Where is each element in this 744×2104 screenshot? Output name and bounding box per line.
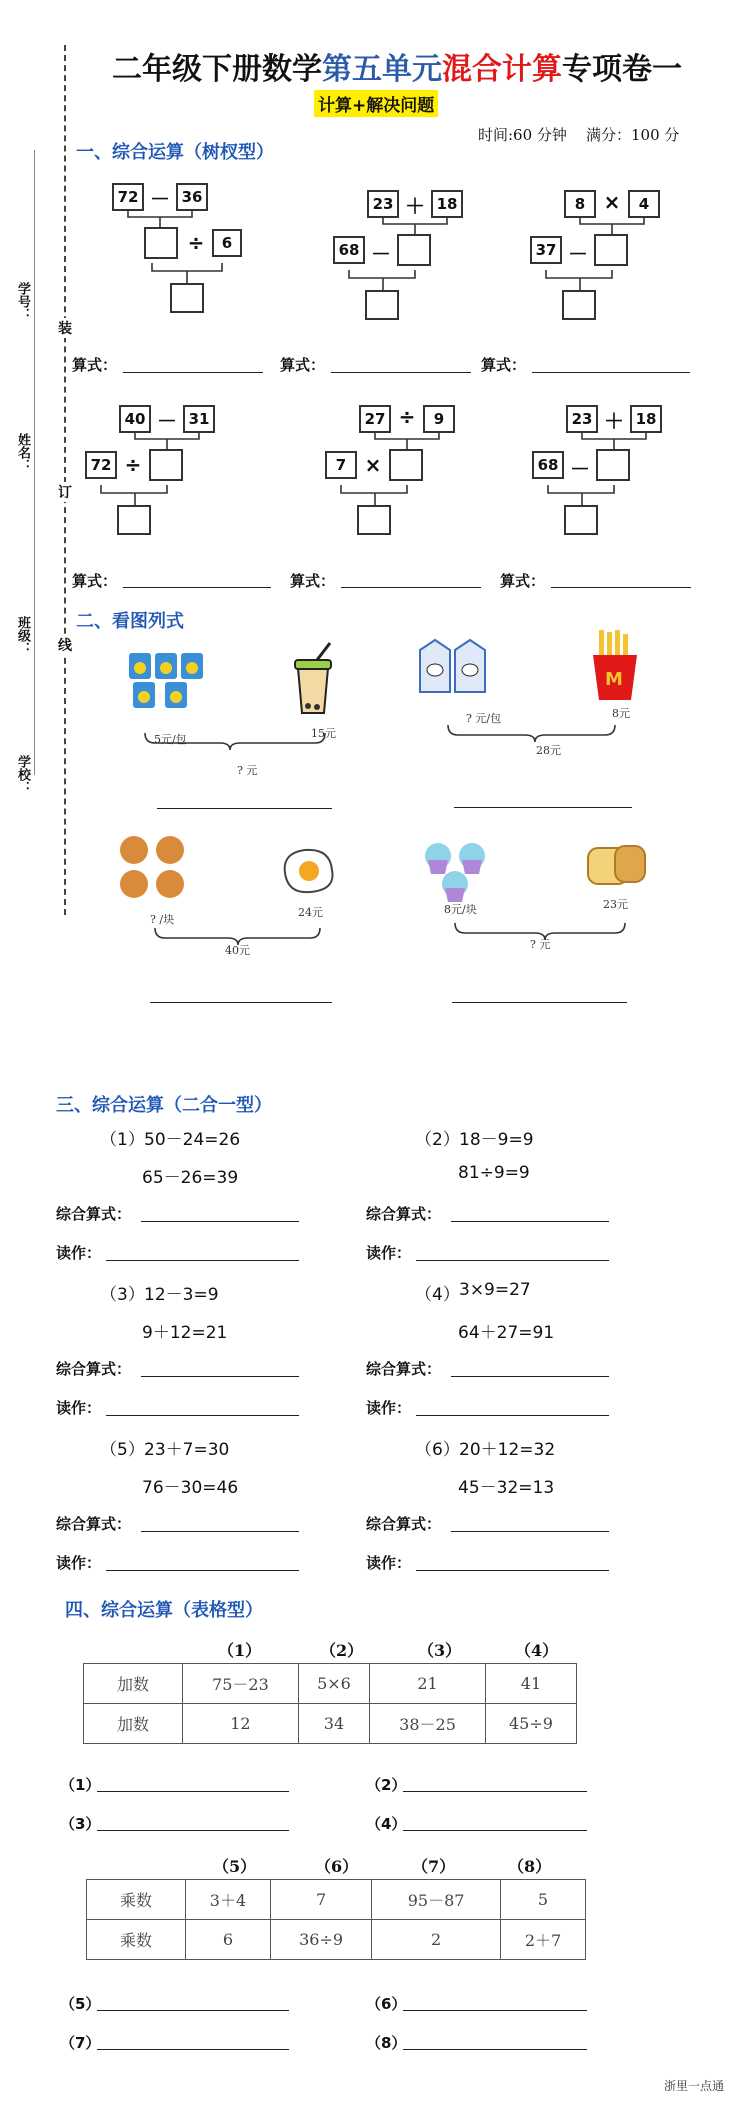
number-box: 18 [630, 405, 662, 433]
answer-label: （2） [366, 1776, 407, 1794]
number-box: 36 [176, 183, 208, 211]
number-box: 37 [530, 236, 562, 264]
operator: × [603, 190, 621, 214]
problem-number: （6） [415, 1440, 460, 1460]
equation: 50－24=26 [144, 1130, 241, 1150]
answer-line[interactable] [97, 1791, 289, 1792]
problem-number: （3） [100, 1285, 145, 1305]
read-as-label: 读作： [56, 1399, 102, 1417]
number-box: 8 [564, 190, 596, 218]
price-label: 24元 [298, 906, 323, 919]
equation: 3×9=27 [459, 1280, 531, 1300]
problem-number: （2） [415, 1130, 460, 1150]
price-label: 15元 [311, 727, 336, 740]
table-cell: 95－87 [372, 1880, 501, 1920]
table-row [84, 1664, 577, 1704]
table-cell: 7 [270, 1880, 371, 1920]
answer-line[interactable] [157, 808, 332, 809]
equation: 9＋12=21 [142, 1323, 228, 1343]
number-box: 9 [423, 405, 455, 433]
column-header: （4） [515, 1641, 559, 1660]
student-id-label: 学号： [15, 282, 30, 321]
number-box: 4 [628, 190, 660, 218]
answer-label: （5） [60, 1995, 101, 2013]
answer-line[interactable] [123, 372, 263, 373]
answer-label: （7） [60, 2034, 101, 2052]
table-cell: 5×6 [298, 1664, 369, 1704]
page-title: 二年级下册数学第五单元混合计算专项卷一 [112, 52, 682, 87]
table-row [87, 1920, 586, 1960]
answer-line[interactable] [416, 1260, 609, 1261]
number-box: 7 [325, 451, 357, 479]
tree-diagram [325, 405, 475, 545]
combined-formula-label: 综合算式： [366, 1360, 442, 1378]
answer-line[interactable] [532, 372, 690, 373]
equation: 65－26=39 [142, 1168, 239, 1188]
formula-label: 算式： [500, 572, 546, 590]
answer-line[interactable] [403, 2010, 587, 2011]
watermark: 浙里一点通 [664, 2079, 725, 2093]
tree-diagram [333, 190, 483, 330]
formula-label: 算式： [290, 572, 336, 590]
answer-line[interactable] [106, 1570, 299, 1571]
table-row [87, 1880, 586, 1920]
operator: － [568, 242, 588, 266]
answer-label: （8） [366, 2034, 407, 2052]
answer-line[interactable] [451, 1376, 609, 1377]
table-cell: 12 [183, 1704, 299, 1744]
answer-box[interactable] [397, 234, 431, 266]
answer-label: （1） [60, 1776, 101, 1794]
answer-line[interactable] [141, 1221, 299, 1222]
table-cell: 2 [372, 1920, 501, 1960]
xian-mark: 线 [58, 635, 72, 655]
table-cell: 21 [370, 1664, 486, 1704]
answer-line[interactable] [97, 2049, 289, 2050]
number-box: 40 [119, 405, 151, 433]
answer-line[interactable] [97, 1830, 289, 1831]
number-box: 27 [359, 405, 391, 433]
answer-box[interactable] [149, 449, 183, 481]
read-as-label: 读作： [56, 1554, 102, 1572]
answer-line[interactable] [403, 1791, 587, 1792]
table-cell: 36÷9 [270, 1920, 371, 1960]
number-box: 72 [85, 451, 117, 479]
formula-label: 算式： [280, 356, 326, 374]
fried-egg-icon [285, 850, 333, 892]
operator: ÷ [398, 405, 416, 429]
operator: ＋ [405, 194, 425, 218]
number-box: 6 [212, 229, 242, 257]
answer-line[interactable] [403, 2049, 587, 2050]
operator: ÷ [124, 453, 142, 477]
answer-line[interactable] [551, 587, 691, 588]
bread-icon [588, 846, 645, 884]
table-cell: 45÷9 [485, 1704, 576, 1744]
answer-box[interactable] [365, 290, 399, 320]
read-as-label: 读作： [366, 1244, 412, 1262]
total-label: 28元 [536, 744, 561, 757]
answer-line[interactable] [403, 1830, 587, 1831]
total-label: 40元 [225, 944, 250, 957]
binding-dashed-line [64, 45, 66, 915]
formula-label: 算式： [481, 356, 527, 374]
equation: 18－9=9 [459, 1130, 534, 1150]
read-as-label: 读作： [56, 1244, 102, 1262]
number-box: 68 [333, 236, 365, 264]
equation: 12－3=9 [144, 1285, 219, 1305]
class-label: 班级： [15, 616, 30, 655]
table-cell: 34 [298, 1704, 369, 1744]
zhuang-mark: 装 [58, 318, 72, 338]
equation: 64＋27=91 [458, 1323, 555, 1343]
time-info: 时间:60 分钟 满分：100 分 [478, 126, 680, 144]
answer-label: （6） [366, 1995, 407, 2013]
answer-box[interactable] [562, 290, 596, 320]
answer-line[interactable] [454, 807, 632, 808]
answer-label: （4） [366, 1815, 407, 1833]
addend-table [83, 1663, 577, 1744]
number-box: 23 [566, 405, 598, 433]
equation: 81÷9=9 [458, 1163, 530, 1183]
table-cell: 38－25 [370, 1704, 486, 1744]
combined-formula-label: 综合算式： [56, 1205, 132, 1223]
operator: － [150, 187, 170, 211]
section2-title: 二、看图列式 [76, 611, 184, 632]
number-box: 23 [367, 190, 399, 218]
row-label: 加数 [84, 1704, 183, 1744]
number-box: 68 [532, 451, 564, 479]
chips-icon [129, 653, 203, 708]
problem-number: （4） [415, 1285, 460, 1305]
name-label: 姓名： [15, 433, 30, 472]
problem-number: （1） [100, 1130, 145, 1150]
section4-title: 四、综合运算（表格型） [65, 1600, 263, 1621]
tree-diagram [532, 405, 682, 545]
total-label: ? 元 [530, 938, 551, 951]
row-label: 乘数 [87, 1920, 186, 1960]
answer-line[interactable] [452, 1002, 627, 1003]
row-label: 加数 [84, 1664, 183, 1704]
combined-formula-label: 综合算式： [366, 1515, 442, 1533]
combined-formula-label: 综合算式： [366, 1205, 442, 1223]
answer-box[interactable] [564, 505, 598, 535]
sidebar-rule [34, 150, 35, 775]
bubble-tea-icon [295, 643, 331, 713]
number-box: 18 [431, 190, 463, 218]
read-as-label: 读作： [366, 1399, 412, 1417]
column-header: （3） [418, 1641, 462, 1660]
operator: × [364, 453, 382, 477]
answer-box[interactable] [596, 449, 630, 481]
answer-line[interactable] [416, 1415, 609, 1416]
answer-line[interactable] [341, 587, 481, 588]
number-box: 72 [112, 183, 144, 211]
table-row [84, 1704, 577, 1744]
column-header: （6） [315, 1857, 359, 1876]
equation: 76－30=46 [142, 1478, 239, 1498]
total-label: ? 元 [237, 764, 258, 777]
tree-diagram [530, 190, 680, 330]
column-header: （5） [213, 1857, 257, 1876]
french-fries-icon [593, 630, 637, 700]
equation: 23＋7=30 [144, 1440, 230, 1460]
answer-line[interactable] [150, 1002, 332, 1003]
table-cell: 41 [485, 1664, 576, 1704]
answer-box[interactable] [144, 227, 178, 259]
row-label: 乘数 [87, 1880, 186, 1920]
svg-text:M: M [605, 669, 623, 690]
cupcake-icon [425, 843, 485, 902]
operator: － [371, 242, 391, 266]
tree-diagram [112, 183, 262, 323]
answer-line[interactable] [451, 1531, 609, 1532]
operator: － [570, 457, 590, 481]
answer-line[interactable] [416, 1570, 609, 1571]
answer-box[interactable] [117, 505, 151, 535]
tree-diagram [85, 405, 235, 545]
answer-box[interactable] [594, 234, 628, 266]
answer-line[interactable] [123, 587, 271, 588]
number-box: 31 [183, 405, 215, 433]
operator: ÷ [187, 231, 205, 255]
answer-line[interactable] [97, 2010, 289, 2011]
answer-box[interactable] [389, 449, 423, 481]
combined-formula-label: 综合算式： [56, 1515, 132, 1533]
answer-line[interactable] [331, 372, 471, 373]
answer-box[interactable] [357, 505, 391, 535]
column-header: （2） [320, 1641, 364, 1660]
answer-line[interactable] [451, 1221, 609, 1222]
factor-table [86, 1879, 586, 1960]
operator: ＋ [604, 409, 624, 433]
picture-2 [415, 630, 655, 770]
equation: 20＋12=32 [459, 1440, 556, 1460]
combined-formula-label: 综合算式： [56, 1360, 132, 1378]
column-header: （1） [218, 1641, 262, 1660]
column-header: （7） [412, 1857, 456, 1876]
subtitle: 计算+解决问题 [314, 90, 438, 117]
price-label: ? /块 [150, 913, 175, 926]
problem-number: （5） [100, 1440, 145, 1460]
price-label: 23元 [603, 898, 628, 911]
answer-line[interactable] [141, 1376, 299, 1377]
price-label: 8元/块 [444, 903, 477, 916]
answer-line[interactable] [106, 1260, 299, 1261]
school-label: 学校： [15, 755, 30, 794]
ding-mark: 订 [58, 482, 72, 502]
answer-line[interactable] [106, 1415, 299, 1416]
equation: 45－32=13 [458, 1478, 555, 1498]
table-cell: 5 [501, 1880, 586, 1920]
answer-box[interactable] [170, 283, 204, 313]
price-label: 8元 [612, 707, 630, 720]
answer-label: （3） [60, 1815, 101, 1833]
operator: － [157, 409, 177, 433]
table-cell: 3＋4 [186, 1880, 271, 1920]
table-cell: 2＋7 [501, 1920, 586, 1960]
section3-title: 三、综合运算（二合一型） [56, 1095, 272, 1116]
answer-line[interactable] [141, 1531, 299, 1532]
read-as-label: 读作： [366, 1554, 412, 1572]
formula-label: 算式： [72, 572, 118, 590]
milk-carton-icon [420, 640, 485, 692]
price-label: 5元/包 [154, 733, 187, 746]
price-label: ? 元/包 [466, 712, 502, 725]
column-header: （8） [508, 1857, 552, 1876]
formula-label: 算式： [72, 356, 118, 374]
picture-1 [125, 638, 355, 778]
section1-title: 一、综合运算（树杈型） [76, 142, 274, 163]
table-cell: 75－23 [183, 1664, 299, 1704]
table-cell: 6 [186, 1920, 271, 1960]
muffin-icon [120, 836, 184, 898]
